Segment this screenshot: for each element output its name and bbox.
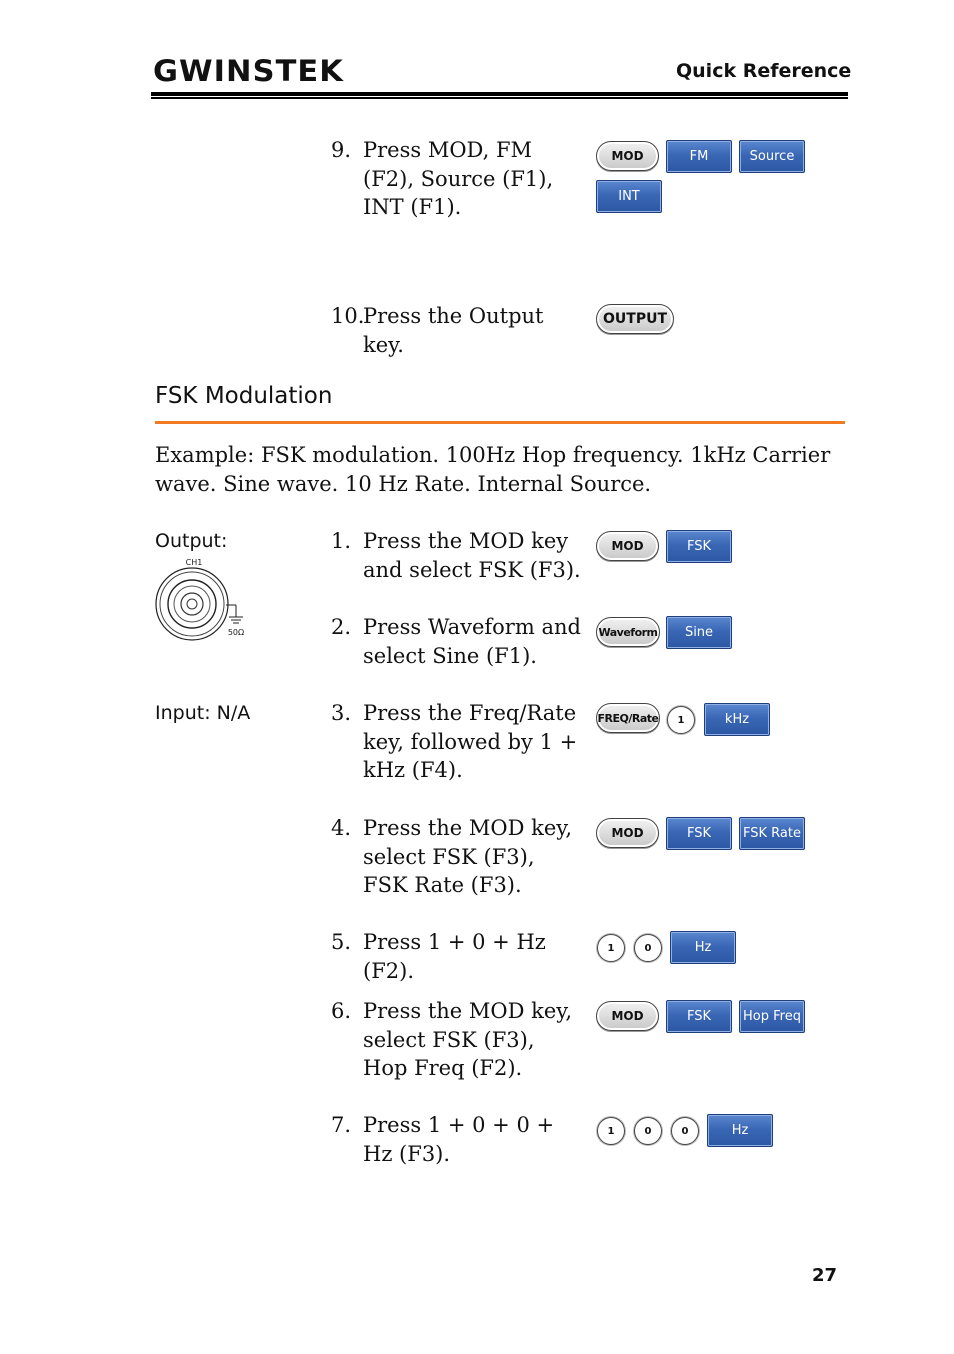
step-number: 3. (331, 701, 352, 725)
sine-softkey[interactable]: Sine (666, 616, 732, 649)
step-text: Press the MOD key, select FSK (F3), FSK Rate (F3). (363, 816, 573, 897)
gwinstek-logo: GWINSTEK (153, 54, 344, 88)
digit-0-key[interactable]: 0 (671, 1117, 699, 1145)
step-number: 7. (331, 1113, 352, 1137)
digit-1-key[interactable]: 1 (597, 934, 625, 962)
hz-softkey[interactable]: Hz (707, 1114, 773, 1147)
step-text: Press the MOD key and select FSK (F3). (363, 529, 581, 582)
khz-softkey[interactable]: kHz (704, 703, 770, 736)
step-number: 2. (331, 615, 352, 639)
step-number: 6. (331, 999, 352, 1023)
mod-key[interactable]: MOD (596, 1001, 659, 1031)
channel-label: CH1 (185, 558, 203, 567)
hop-freq-softkey[interactable]: Hop Freq (739, 1000, 805, 1033)
fsk-softkey[interactable]: FSK (666, 817, 732, 850)
int-softkey[interactable]: INT (596, 180, 662, 213)
section-title: FSK Modulation (155, 383, 333, 409)
step-text: Press the MOD key, select FSK (F3), Hop Freq (F2). (363, 999, 573, 1080)
step-text: Press 1 + 0 + Hz (F2). (363, 930, 546, 983)
fsk-softkey[interactable]: FSK (666, 1000, 732, 1033)
header-rule (151, 92, 848, 96)
output-label: Output: (155, 530, 228, 552)
digit-1-key[interactable]: 1 (667, 706, 695, 734)
header-title: Quick Reference (676, 60, 852, 82)
step-number: 5. (331, 930, 352, 954)
step-number: 9. (331, 138, 352, 162)
bnc-connector-icon (150, 555, 250, 645)
mod-key[interactable]: MOD (596, 818, 659, 848)
step-number: 4. (331, 816, 352, 840)
freq-rate-key[interactable]: FREQ/Rate (596, 703, 660, 733)
input-label: Input: N/A (155, 702, 251, 724)
step-number: 10. (331, 304, 365, 328)
page-number: 27 (812, 1265, 838, 1286)
step-text: Press the Freq/Rate key, followed by 1 + kHz (F4). (363, 701, 578, 782)
fsk-softkey[interactable]: FSK (666, 530, 732, 563)
header-rule-thin (151, 97, 848, 99)
output-key[interactable]: OUTPUT (596, 304, 674, 334)
step-text: Press Waveform and select Sine (F1). (363, 615, 581, 668)
impedance-label: 50Ω (227, 628, 245, 637)
waveform-key[interactable]: Waveform (596, 617, 660, 647)
digit-0-key[interactable]: 0 (634, 1117, 662, 1145)
digit-1-key[interactable]: 1 (597, 1117, 625, 1145)
section-rule (155, 421, 845, 424)
step-text: Press 1 + 0 + 0 + Hz (F3). (363, 1113, 555, 1166)
digit-0-key[interactable]: 0 (634, 934, 662, 962)
source-softkey[interactable]: Source (739, 140, 805, 173)
step-text: Press the Output key. (363, 304, 544, 357)
fsk-rate-softkey[interactable]: FSK Rate (739, 817, 805, 850)
step-number: 1. (331, 529, 352, 553)
mod-key[interactable]: MOD (596, 141, 659, 171)
fm-softkey[interactable]: FM (666, 140, 732, 173)
mod-key[interactable]: MOD (596, 531, 659, 561)
hz-softkey[interactable]: Hz (670, 931, 736, 964)
step-text: Press MOD, FM (F2), Source (F1), INT (F1). (363, 138, 554, 219)
example-text: Example: FSK modulation. 100Hz Hop frequency. 1kHz Carrier wave. Sine wave. 10 Hz Rate. Internal Source. (155, 443, 831, 496)
